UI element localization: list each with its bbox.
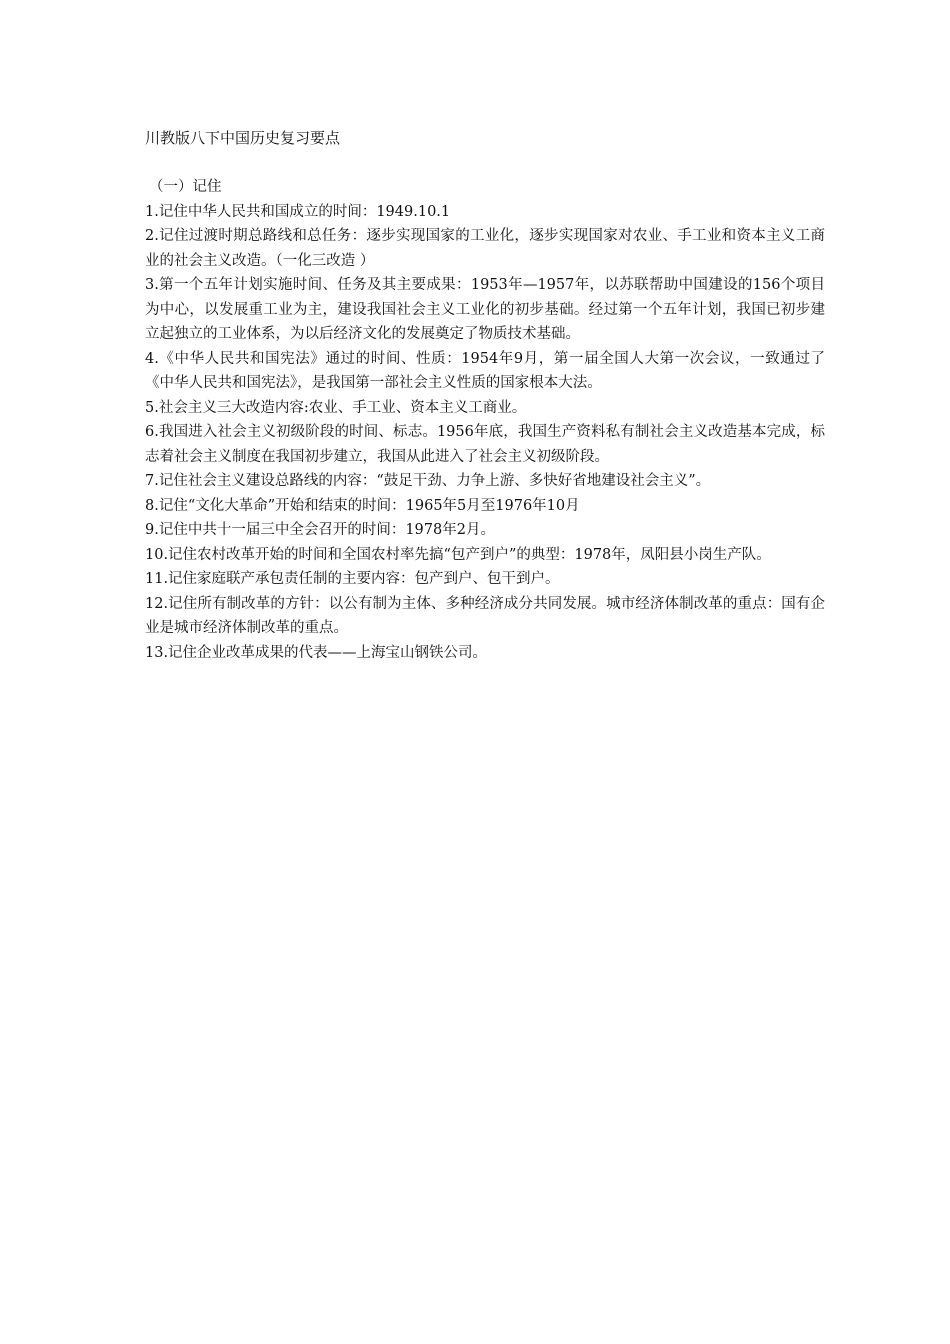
document-body	[145, 126, 825, 665]
list-item: 4.《中华人民共和国宪法》通过的时间、性质：1954年9月，第一届全国人大第一次会议，一致通过了《中华人民共和国宪法》，是我国第一部社会主义性质的国家根本大法。	[145, 350, 825, 391]
list-item: 12.记住所有制改革的方针：以公有制为主体、多种经济成分共同发展。城市经济体制改革的重点：国有企业是城市经济体制改革的重点。	[145, 595, 825, 636]
section-heading: （一）记住	[149, 179, 222, 195]
list-item: 8.记住“文化大革命”开始和结束的时间：1965年5月至1976年10月	[145, 497, 580, 514]
list-item: 13.记住企业改革成果的代表——上海宝山钢铁公司。	[145, 644, 488, 661]
list-item: 7.记住社会主义建设总路线的内容：“鼓足干劲、力争上游、多快好省地建设社会主义”。	[145, 473, 711, 489]
document-title: 川教版八下中国历史复习要点	[145, 129, 341, 147]
list-item: 9.记住中共十一届三中全会召开的时间：1978年2月。	[145, 522, 495, 538]
list-item: 2.记住过渡时期总路线和总任务：逐步实现国家的工业化，逐步实现国家对农业、手工业和资本主义工商业的社会主义改造。（一化三改造 ）	[145, 228, 825, 269]
list-item: 1.记住中华人民共和国成立的时间：1949.10.1	[145, 203, 451, 220]
list-item: 5.社会主义三大改造内容:农业、手工业、资本主义工商业。	[145, 399, 527, 416]
list-item: 11.记住家庭联产承包责任制的主要内容：包产到户、包干到户。	[145, 571, 560, 587]
list-item: 10.记住农村改革开始的时间和全国农村率先搞“包产到户”的典型：1978年，凤阳县小岗生产队。	[145, 546, 771, 563]
list-item: 6.我国进入社会主义初级阶段的时间、标志。1956年底，我国生产资料私有制社会主义改造基本完成，标志着社会主义制度在我国初步建立，我国从此进入了社会主义初级阶段。	[145, 424, 825, 465]
list-item: 3.第一个五年计划实施时间、任务及其主要成果：1953年—1957年，以苏联帮助中国建设的156个项目为中心，以发展重工业为主，建设我国社会主义工业化的初步基础。经过第一个五年计划，我国已初步建立起独立的工业体系，为以后经济文化的发展奠定了物质技术基础。	[145, 277, 825, 342]
